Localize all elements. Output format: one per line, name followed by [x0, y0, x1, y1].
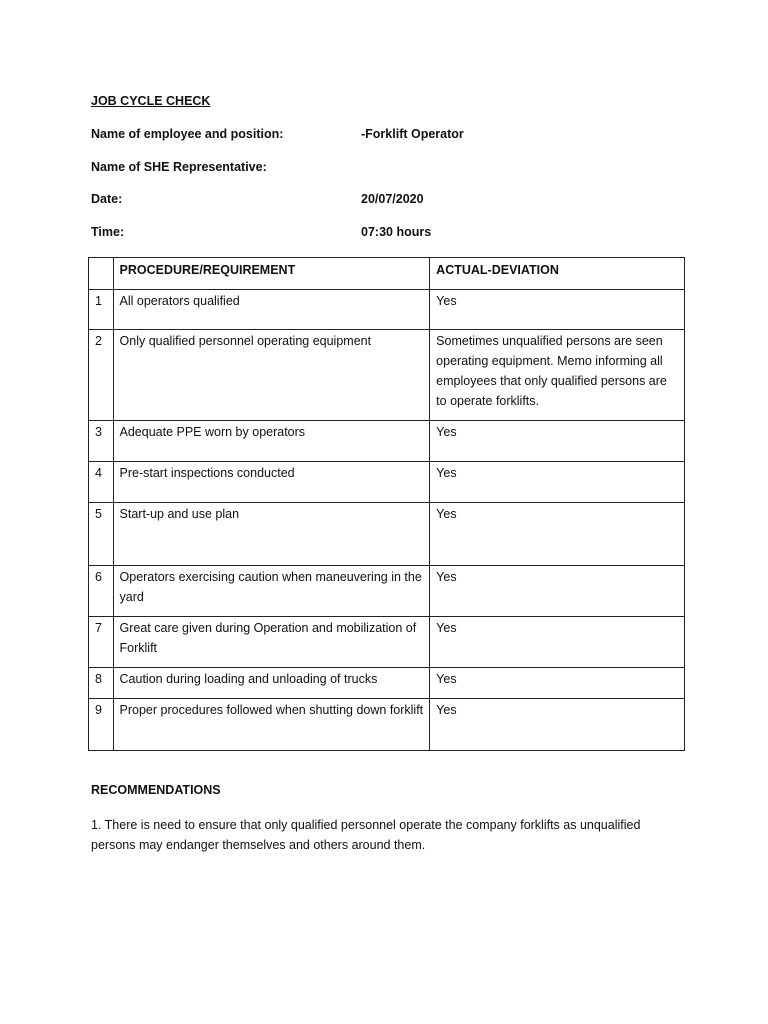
- recommendation-item: 1. There is need to ensure that only qualified personnel operate the company forklifts as unqualified persons may endanger themselves and others around them.: [91, 818, 641, 852]
- recommendations-heading: RECOMMENDATIONS: [91, 783, 221, 797]
- employee-position-value: -Forklift Operator: [361, 127, 464, 141]
- date-value: 20/07/2020: [361, 192, 424, 206]
- row-deviation: Yes: [430, 290, 685, 330]
- she-representative-label: Name of SHE Representative:: [91, 160, 267, 174]
- row-procedure: Operators exercising caution when maneuvering in the yard: [113, 566, 430, 617]
- row-number: 8: [89, 668, 114, 699]
- row-deviation: Yes: [430, 617, 685, 668]
- employee-position-label: Name of employee and position:: [91, 127, 284, 141]
- table-row: [89, 566, 685, 617]
- row-deviation: Yes: [430, 421, 685, 462]
- table-header-row: [89, 258, 685, 290]
- row-procedure: Adequate PPE worn by operators: [113, 421, 430, 462]
- table-row: [89, 617, 685, 668]
- table-row: [89, 330, 685, 421]
- row-procedure: Start-up and use plan: [113, 503, 430, 566]
- row-deviation: Sometimes unqualified persons are seen operating equipment. Memo informing all employees that only qualified persons are to operate forklifts.: [430, 330, 685, 421]
- date-label: Date:: [91, 192, 123, 206]
- row-deviation: Yes: [430, 566, 685, 617]
- row-procedure: All operators qualified: [113, 290, 430, 330]
- row-procedure: Proper procedures followed when shutting down forklift: [113, 699, 430, 751]
- job-cycle-table: [88, 257, 685, 751]
- header-number: [89, 258, 114, 290]
- row-number: 2: [89, 330, 114, 421]
- row-number: 5: [89, 503, 114, 566]
- row-procedure: Great care given during Operation and mobilization of Forklift: [113, 617, 430, 668]
- row-deviation: Yes: [430, 462, 685, 503]
- table-row: [89, 290, 685, 330]
- row-deviation: Yes: [430, 503, 685, 566]
- row-number: 9: [89, 699, 114, 751]
- table-row: [89, 699, 685, 751]
- time-value: 07:30 hours: [361, 225, 432, 239]
- row-deviation: Yes: [430, 699, 685, 751]
- row-number: 6: [89, 566, 114, 617]
- table-row: [89, 503, 685, 566]
- time-label: Time:: [91, 225, 125, 239]
- row-number: 4: [89, 462, 114, 503]
- header-deviation: ACTUAL-DEVIATION: [430, 258, 685, 290]
- table-row: [89, 421, 685, 462]
- row-number: 1: [89, 290, 114, 330]
- header-procedure: PROCEDURE/REQUIREMENT: [113, 258, 430, 290]
- document-title: JOB CYCLE CHECK: [91, 94, 211, 108]
- table-row: [89, 668, 685, 699]
- row-procedure: Pre-start inspections conducted: [113, 462, 430, 503]
- row-number: 3: [89, 421, 114, 462]
- row-procedure: Only qualified personnel operating equipment: [113, 330, 430, 421]
- row-procedure: Caution during loading and unloading of trucks: [113, 668, 430, 699]
- row-deviation: Yes: [430, 668, 685, 699]
- row-number: 7: [89, 617, 114, 668]
- table-row: [89, 462, 685, 503]
